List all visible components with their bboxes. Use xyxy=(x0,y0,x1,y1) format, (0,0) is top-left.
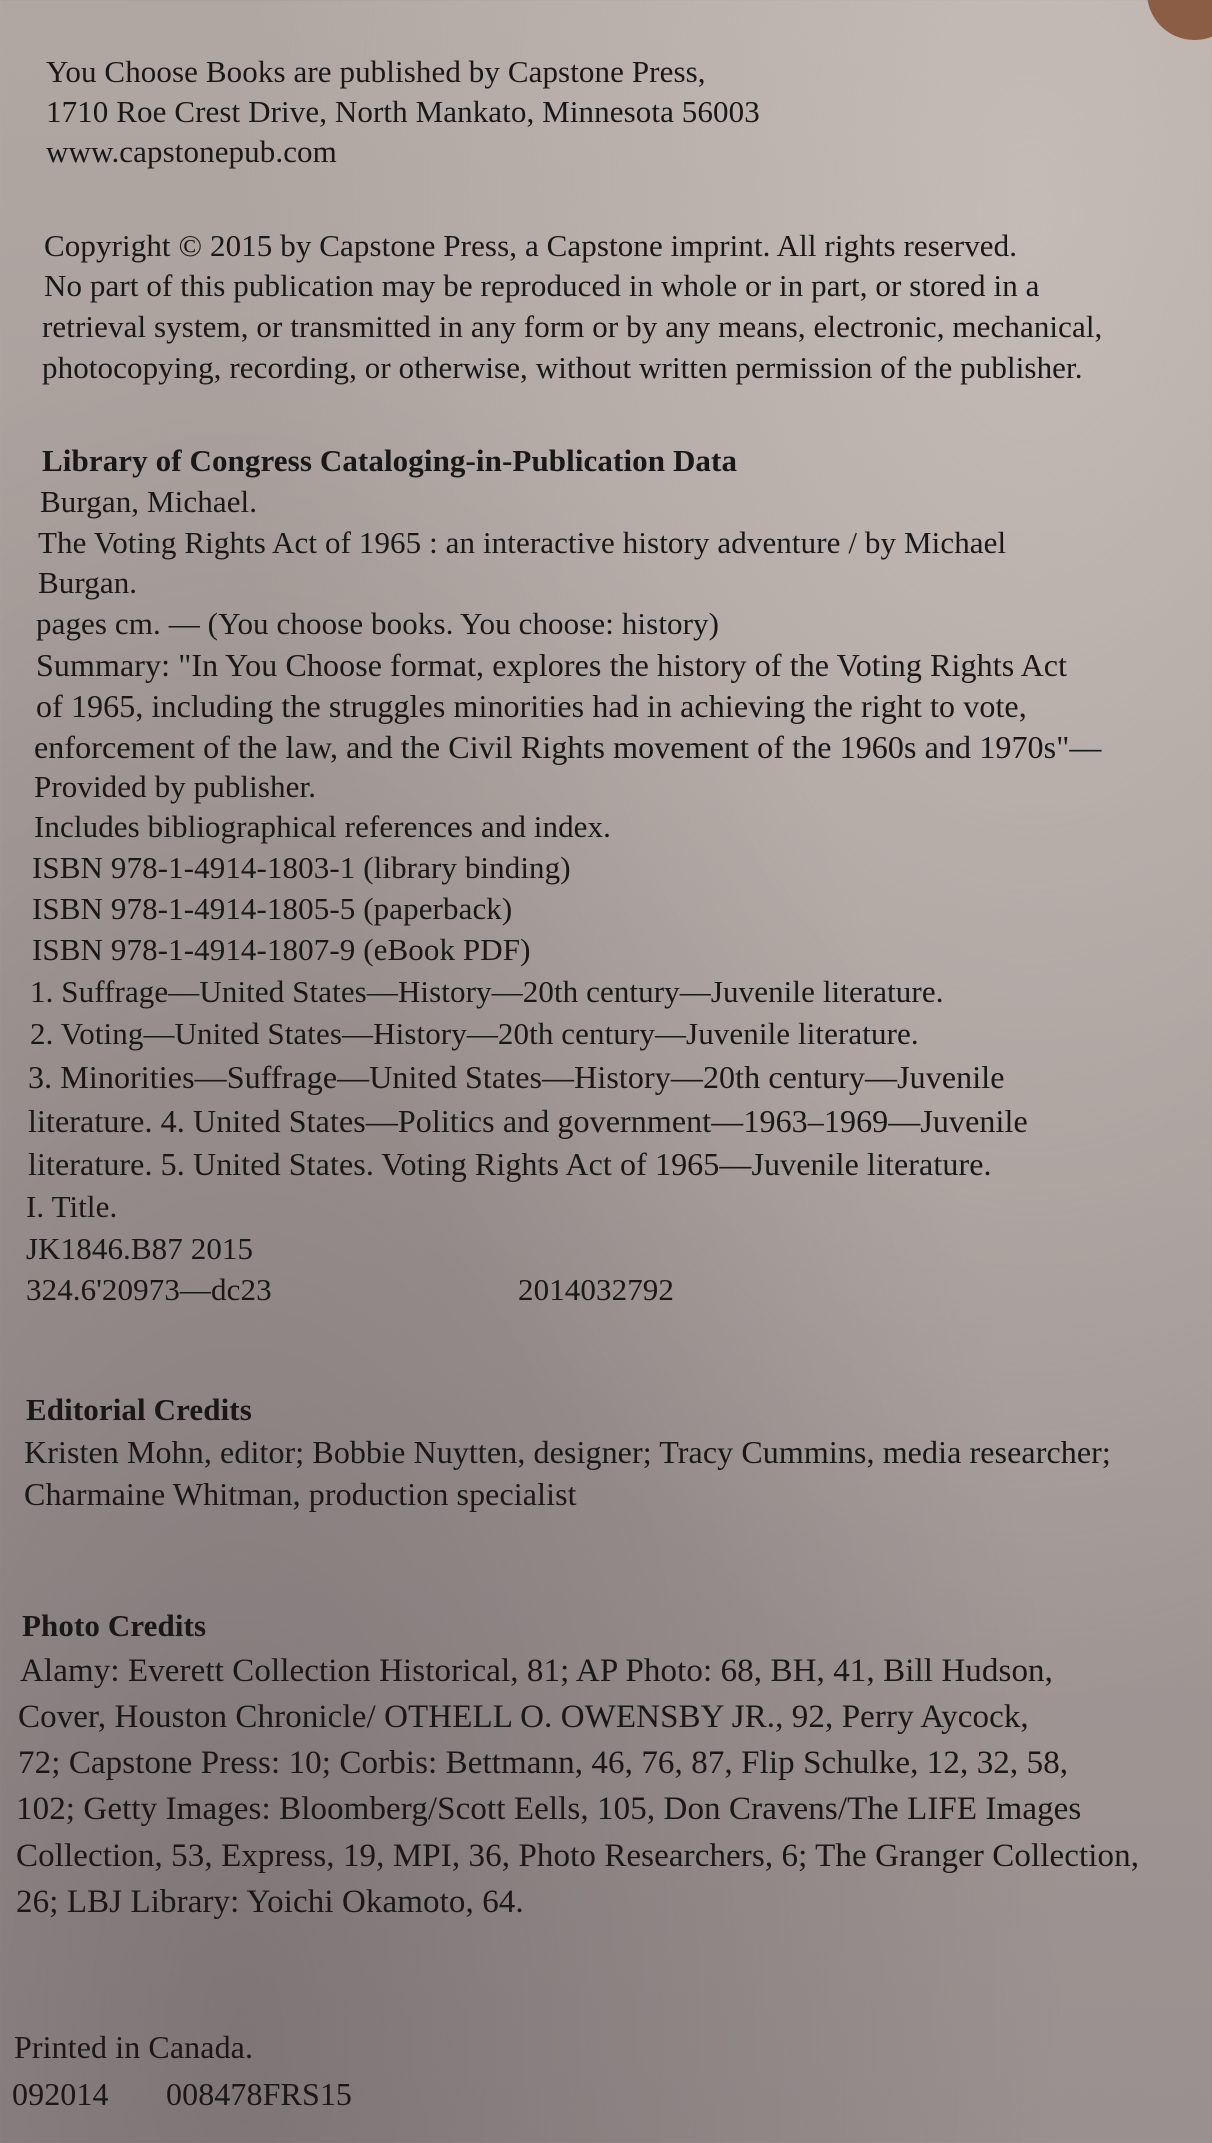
photo-line: Collection, 53, Express, 19, MPI, 36, Photo Researchers, 6; The Granger Collection, xyxy=(16,1838,1140,1874)
page-corner-shadow xyxy=(1147,0,1212,40)
cip-line: Burgan. xyxy=(38,565,138,600)
photo-line: 102; Getty Images: Bloomberg/Scott Eells, 105, Don Cravens/The LIFE Images xyxy=(16,1791,1082,1827)
printed-line: Printed in Canada. xyxy=(14,2029,254,2065)
lccn-number: 2014032792 xyxy=(518,1272,674,1307)
cip-line: Includes bibliographical references and index. xyxy=(34,809,611,844)
cip-line: The Voting Rights Act of 1965 : an interactive history adventure / by Michael xyxy=(38,525,1007,560)
subject-line: 2. Voting—United States—History—20th century—Juvenile literature. xyxy=(30,1016,919,1051)
photo-line: 72; Capstone Press: 10; Corbis: Bettmann, 46, 76, 87, Flip Schulke, 12, 32, 58, xyxy=(18,1745,1069,1781)
isbn-line: ISBN 978-1-4914-1805-5 (paperback) xyxy=(32,891,513,926)
photo-heading: Photo Credits xyxy=(22,1608,207,1643)
copyright-line: retrieval system, or transmitted in any form or by any means, electronic, mechanical, xyxy=(42,309,1103,344)
isbn-line: ISBN 978-1-4914-1807-9 (eBook PDF) xyxy=(32,932,531,967)
dewey-number: 324.6'20973—dc23 xyxy=(26,1272,272,1307)
subject-line: 3. Minorities—Suffrage—United States—History—20th century—Juvenile xyxy=(28,1059,1005,1095)
cip-heading: Library of Congress Cataloging-in-Publication Data xyxy=(42,443,738,478)
subject-line: literature. 5. United States. Voting Rights Act of 1965—Juvenile literature. xyxy=(28,1146,992,1182)
lc-call-number: JK1846.B87 2015 xyxy=(26,1231,254,1266)
editorial-heading: Editorial Credits xyxy=(26,1392,252,1427)
editorial-line: Charmaine Whitman, production specialist xyxy=(24,1476,577,1512)
cip-line: Provided by publisher. xyxy=(34,769,317,804)
cip-line: Burgan, Michael. xyxy=(40,484,258,519)
copyright-line: No part of this publication may be reproduced in whole or in part, or stored in a xyxy=(44,268,1040,303)
address-line: 1710 Roe Crest Drive, North Mankato, Minnesota 56003 xyxy=(46,94,760,129)
print-code-1: 092014 xyxy=(12,2076,109,2112)
subject-line: 1. Suffrage—United States—History—20th century—Juvenile literature. xyxy=(30,974,944,1009)
cip-line: Summary: "In You Choose format, explores the history of the Voting Rights Act xyxy=(36,647,1068,683)
print-code-2: 008478FRS15 xyxy=(166,2076,353,2112)
cip-line: of 1965, including the struggles minorities had in achieving the right to vote, xyxy=(36,688,1027,724)
cip-line: enforcement of the law, and the Civil Rights movement of the 1960s and 1970s"— xyxy=(34,729,1102,765)
website-line: www.capstonepub.com xyxy=(46,134,337,169)
title-line: I. Title. xyxy=(26,1189,118,1224)
publisher-line: You Choose Books are published by Capstone Press, xyxy=(46,54,706,89)
editorial-line: Kristen Mohn, editor; Bobbie Nuytten, designer; Tracy Cummins, media researcher; xyxy=(24,1434,1111,1470)
copyright-line: Copyright © 2015 by Capstone Press, a Capstone imprint. All rights reserved. xyxy=(44,228,1018,263)
isbn-line: ISBN 978-1-4914-1803-1 (library binding) xyxy=(32,850,571,885)
cip-line: pages cm. — (You choose books. You choose: history) xyxy=(36,606,720,641)
photo-line: Cover, Houston Chronicle/ OTHELL O. OWENSBY JR., 92, Perry Aycock, xyxy=(18,1699,1029,1735)
photo-line: 26; LBJ Library: Yoichi Okamoto, 64. xyxy=(16,1884,524,1920)
photo-line: Alamy: Everett Collection Historical, 81; AP Photo: 68, BH, 41, Bill Hudson, xyxy=(20,1653,1054,1689)
copyright-line: photocopying, recording, or otherwise, without written permission of the publisher. xyxy=(42,350,1083,385)
subject-line: literature. 4. United States—Politics and government—1963–1969—Juvenile xyxy=(28,1103,1028,1139)
